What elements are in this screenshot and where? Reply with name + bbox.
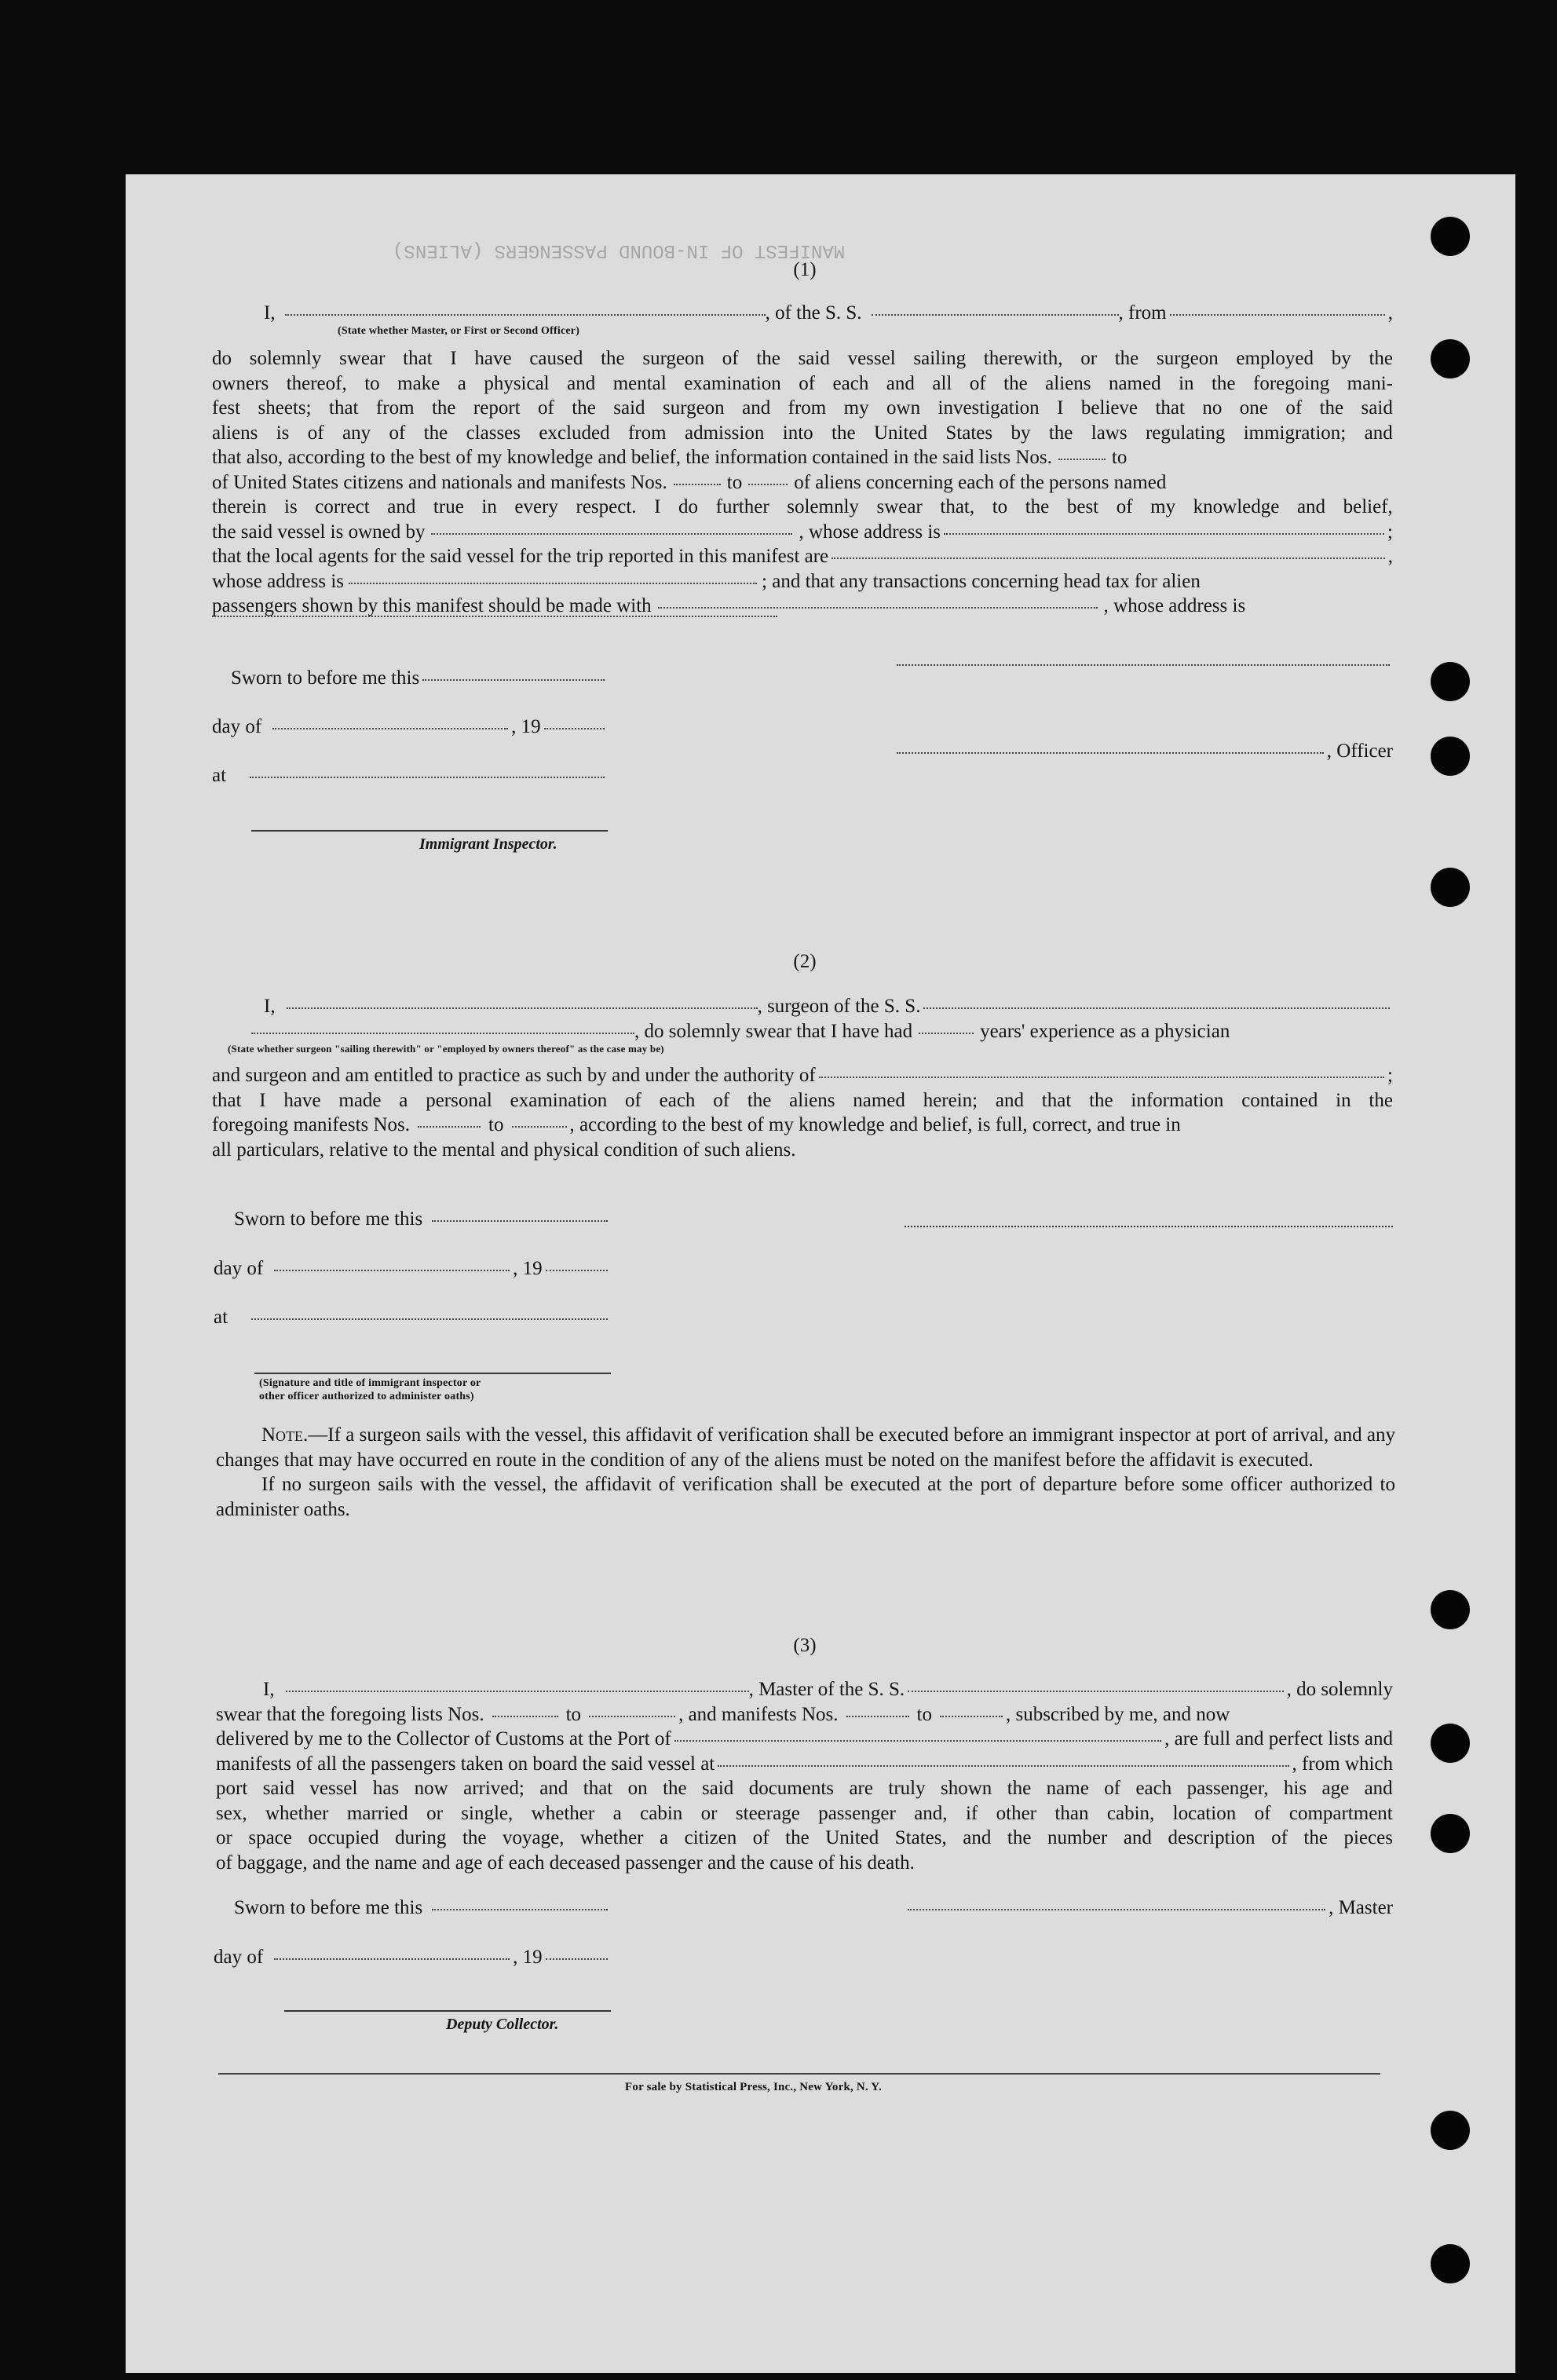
label: , 19 [513, 1947, 543, 1968]
body-line: do solemnly swear that I have caused the surgeon of the said vessel sailing therewith, or the surgeon employed by the [212, 348, 1393, 369]
label: to [916, 1703, 932, 1725]
label: that the local agents for the said vessel for the trip reported in this manifest are [212, 546, 829, 567]
master-oath-opening [264, 301, 1393, 326]
lists-to-field[interactable] [589, 1716, 675, 1717]
label: , [1387, 302, 1393, 324]
officer-name-field[interactable] [285, 314, 766, 316]
manifests-from-field[interactable] [674, 484, 721, 485]
agents-address-field[interactable] [349, 583, 757, 584]
surgeon-vessel-field[interactable] [923, 1007, 1390, 1009]
label: , do solemnly [1286, 1679, 1393, 1700]
officer-signature-block [894, 739, 1393, 764]
label: day of [214, 1947, 264, 1968]
section-number: (3) [793, 1635, 817, 1656]
section2-body [212, 1063, 1393, 1162]
label: the said vessel is owned by [212, 521, 426, 543]
body-line: that I have made a personal examination of each of the aliens named herein; and that the information contained in the [212, 1089, 1393, 1111]
label: years' experience as a physician [980, 1021, 1230, 1042]
section3-body [216, 1677, 1393, 1875]
inspector-caption: Immigrant Inspector. [419, 835, 557, 853]
surgeon-signature-line[interactable] [905, 1226, 1393, 1227]
label: , according to the best of my knowledge and belief, is full, correct, and true in [569, 1114, 1181, 1135]
boarding-port-field[interactable] [718, 1765, 1288, 1767]
year-field[interactable] [546, 1270, 608, 1271]
label: ; and that any transactions concerning head tax for alien [762, 570, 1201, 592]
at-block [212, 763, 608, 788]
label: Sworn to before me this [234, 1897, 423, 1918]
label: to [565, 1703, 582, 1725]
day-of-block [214, 1256, 611, 1281]
label: and surgeon and am entitled to practice as such by and under the authority of [212, 1065, 816, 1086]
label: manifests of all the passengers taken on board the said vessel at [216, 1753, 715, 1775]
label: , Master [1329, 1897, 1393, 1918]
body-line: sex, whether married or single, whether a cabin or steerage passenger and, if other than cabin, location of compartment [216, 1802, 1393, 1824]
label: at [212, 765, 227, 786]
section1-body [212, 346, 1393, 620]
label: , are full and perfect lists and [1164, 1728, 1393, 1749]
binder-hole [1431, 2244, 1470, 2283]
note-text: If no surgeon sails with the vessel, the affidavit of verification shall be executed at the port of departure before some officer authorized to administer oaths. [216, 1474, 1395, 1520]
label: , from [1118, 302, 1167, 324]
label: that also, according to the best of my knowledge and belief, the information contained in the said lists Nos. [212, 447, 1052, 468]
owner-field[interactable] [431, 533, 792, 535]
label: whose address is [212, 570, 345, 592]
master-vessel-field[interactable] [908, 1691, 1283, 1692]
label: to [488, 1114, 504, 1135]
printer-imprint: For sale by Statistical Press, Inc., New York, N. Y. [625, 2081, 882, 2093]
day-of-field[interactable] [272, 728, 508, 729]
head-tax-address-field[interactable] [212, 616, 777, 617]
inspector-signature-line[interactable] [251, 830, 608, 832]
label: , whose address is [1103, 595, 1246, 616]
foregoing-from-field[interactable] [418, 1126, 481, 1128]
sworn-date-field[interactable] [432, 1909, 608, 1910]
collector-caption: Deputy Collector. [446, 2016, 559, 2033]
day-of-block [212, 715, 608, 740]
label: , from which [1292, 1753, 1393, 1775]
binder-hole [1431, 737, 1470, 776]
binder-hole [1431, 868, 1470, 907]
label: , 19 [511, 716, 541, 737]
label: to [726, 471, 743, 493]
label: , surgeon of the S. S. [757, 996, 921, 1017]
day-of-field[interactable] [274, 1958, 510, 1960]
sworn-date-field[interactable] [432, 1220, 608, 1222]
section-number: (2) [793, 951, 817, 972]
section-number: (1) [793, 259, 817, 280]
label: foregoing manifests Nos. [212, 1114, 411, 1135]
label: , whose address is [799, 521, 941, 543]
body-line: owners thereof, to make a physical and mental examination of each and all of the aliens named in the foregoing mani- [212, 372, 1393, 394]
body-line: aliens is of any of the classes excluded from admission into the United States by the laws regulating immigration; and [212, 422, 1393, 444]
signature-caption: other officer authorized to administer oaths) [259, 1391, 474, 1402]
label: day of [214, 1258, 264, 1279]
sworn-block [231, 666, 608, 691]
binder-hole [1431, 662, 1470, 701]
officer-signature-line-1[interactable] [897, 664, 1390, 666]
surgeon-hint: (State whether surgeon "sailing therewith" or "employed by owners thereof" as the case may be) [228, 1043, 664, 1055]
body-line: fest sheets; that from the report of the said surgeon and from my own investigation I believe that no one of the said [212, 397, 1393, 419]
arrival-port-field[interactable] [674, 1740, 1161, 1742]
label: , and manifests Nos. [678, 1703, 839, 1725]
bleed-through-text: MANIFEST OF IN-BOUND PASSENGERS (ALIENS) [393, 239, 846, 261]
manifests-to-field[interactable] [748, 484, 788, 485]
body-line: therein is correct and true in every respect. I do further solemnly swear that, to the best of my knowledge and belief, [212, 496, 1393, 517]
body-line: or space occupied during the voyage, whether a citizen of the United States, and the number and description of the pieces [216, 1827, 1393, 1848]
years-experience-field[interactable] [919, 1033, 974, 1034]
master-name-field[interactable] [286, 1691, 749, 1692]
label: , [1387, 546, 1393, 567]
day-of-field[interactable] [274, 1270, 510, 1271]
label: delivered by me to the Collector of Customs at the Port of [216, 1728, 671, 1749]
label: Sworn to before me this [231, 667, 420, 689]
sworn-block [234, 1896, 611, 1921]
surgeon-name-field[interactable] [287, 1007, 758, 1009]
binder-hole [1431, 1590, 1470, 1629]
manifests-from-field[interactable] [846, 1716, 909, 1717]
head-tax-contact-field[interactable] [658, 607, 1098, 609]
foregoing-to-field[interactable] [512, 1126, 567, 1128]
at-block [214, 1305, 611, 1330]
label: I, [263, 1679, 275, 1700]
label: passengers shown by this manifest should be made with [212, 595, 652, 616]
note-text: —If a surgeon sails with the vessel, this affidavit of verification shall be executed before an immigrant inspector at port of arrival, and any changes that may have occurred en route in the condition of any of the aliens must be noted on the manifest before the affidavit is executed. [216, 1424, 1395, 1471]
binder-hole [1431, 217, 1470, 256]
year-field[interactable] [546, 1958, 608, 1960]
collector-signature-line[interactable] [284, 2010, 611, 2012]
label: I, [264, 302, 276, 324]
day-of-block [214, 1945, 611, 1970]
label: day of [212, 716, 262, 737]
master-signature-line[interactable] [908, 1909, 1325, 1910]
surgeon-swear-line [251, 1019, 1393, 1044]
body-line: port said vessel has now arrived; and that on the said documents are truly shown the name of each passenger, his age and [216, 1778, 1393, 1799]
binder-hole [1431, 1814, 1470, 1853]
officer-signature-block [894, 667, 1393, 669]
surgeon-oath-opening [264, 994, 1393, 1019]
label: of aliens concerning each of the persons named [794, 471, 1167, 493]
binder-hole [1431, 2111, 1470, 2150]
vessel-name-field[interactable] [872, 314, 1119, 316]
year-field[interactable] [544, 728, 605, 729]
manifests-to-field[interactable] [940, 1716, 1003, 1717]
body-line: of baggage, and the name and age of each deceased passenger and the cause of his death. [216, 1852, 915, 1874]
inspector-signature-line[interactable] [254, 1373, 611, 1374]
binder-hole [1431, 339, 1470, 378]
body-line: all particulars, relative to the mental and physical condition of such aliens. [212, 1139, 796, 1161]
label: ; [1387, 1065, 1393, 1086]
label: ; [1387, 521, 1393, 543]
label: of United States citizens and nationals and manifests Nos. [212, 471, 667, 493]
label: , 19 [513, 1258, 543, 1279]
label: I, [264, 996, 276, 1017]
binder-hole [1431, 1724, 1470, 1763]
signature-caption: (Signature and title of immigrant inspector or [259, 1377, 481, 1389]
departure-port-field[interactable] [1170, 314, 1385, 316]
place-field[interactable] [250, 777, 605, 778]
label: swear that the foregoing lists Nos. [216, 1703, 484, 1725]
place-field[interactable] [251, 1318, 608, 1320]
label: at [214, 1307, 228, 1328]
master-signature-block [905, 1896, 1393, 1921]
sworn-date-field[interactable] [422, 679, 605, 681]
owner-address-field[interactable] [944, 533, 1384, 535]
local-agents-field[interactable] [831, 558, 1385, 559]
label: , of the S. S. [765, 302, 862, 324]
footer-rule [218, 2073, 1380, 2075]
officer-signature-line-2[interactable] [897, 752, 1324, 754]
practice-authority-field[interactable] [819, 1077, 1384, 1078]
lists-from-field[interactable] [492, 1716, 558, 1717]
note-block [216, 1423, 1395, 1522]
lists-from-field[interactable] [1058, 459, 1106, 460]
label: , Master of the S. S. [748, 1679, 905, 1700]
note-label: Note. [261, 1424, 309, 1446]
label: Sworn to before me this [234, 1208, 423, 1230]
sworn-block [234, 1207, 611, 1232]
label: , Officer [1326, 740, 1393, 762]
label: to [1111, 447, 1128, 468]
officer-hint: (State whether Master, or First or Second Officer) [338, 325, 580, 337]
label: , subscribed by me, and now [1005, 1703, 1230, 1725]
surgeon-title-field[interactable] [251, 1033, 634, 1034]
label: , do solemnly swear that I have had [634, 1021, 913, 1042]
